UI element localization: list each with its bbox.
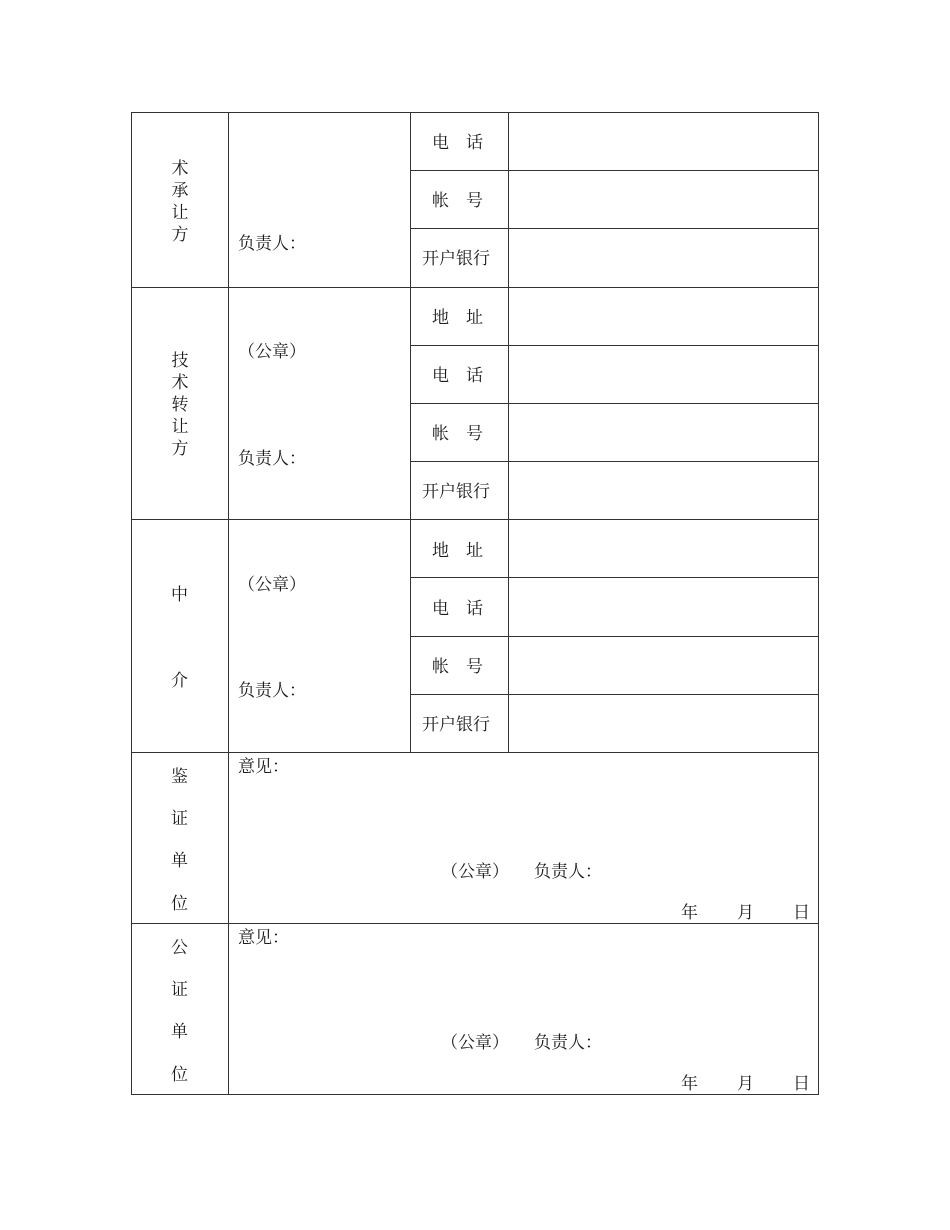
notary-day-label: 日 <box>793 1074 810 1094</box>
notary-signer-label: 负责人： <box>534 1033 602 1053</box>
notary-opinion-field[interactable] <box>229 950 818 1030</box>
transferor-bank-field[interactable] <box>509 462 818 518</box>
column-divider <box>410 112 411 753</box>
intermediary-address-field[interactable] <box>509 520 818 576</box>
transferor-account-label: 帐 号 <box>432 424 483 444</box>
intermediary-phone-label: 电 话 <box>432 599 483 619</box>
transferor-phone-label: 电 话 <box>432 366 483 386</box>
transferee-phone-field[interactable] <box>509 113 818 169</box>
transferor-phone-field[interactable] <box>509 346 818 402</box>
section-divider <box>131 923 819 924</box>
appraisal-signer-label: 负责人： <box>534 862 602 882</box>
transferor-signer-label: 负责人： <box>238 449 306 469</box>
appraisal-day-label: 日 <box>793 903 810 923</box>
intermediary-side-label-top: 中 <box>171 585 188 605</box>
appraisal-month-label: 月 <box>737 903 754 923</box>
notary-side-label-char: 位 <box>171 1065 188 1085</box>
appraisal-opinion-field[interactable] <box>229 779 818 859</box>
transferee-bank-label: 开户银行 <box>422 249 490 269</box>
transferee-signer-label: 负责人： <box>238 234 306 254</box>
transferor-bank-label: 开户银行 <box>422 482 490 502</box>
appraisal-side-label-char: 位 <box>171 894 188 914</box>
appraisal-opinion-label: 意见： <box>238 757 289 777</box>
intermediary-signer-label: 负责人： <box>238 681 306 701</box>
intermediary-address-label: 地 址 <box>432 541 483 561</box>
appraisal-seal-label: （公章） <box>441 862 509 882</box>
notary-side-label-char: 公 <box>171 938 188 958</box>
appraisal-side-label-char: 鉴 <box>171 767 188 787</box>
appraisal-side-label-char: 单 <box>171 851 188 871</box>
intermediary-side-label-bottom: 介 <box>171 671 188 691</box>
notary-opinion-label: 意见： <box>238 928 289 948</box>
intermediary-seal-label: （公章） <box>238 575 306 595</box>
transferor-side-label: 技术转让方 <box>171 351 189 459</box>
column-divider <box>228 112 229 1095</box>
transferee-side-label: 术承让方 <box>171 159 189 245</box>
intermediary-phone-field[interactable] <box>509 578 818 634</box>
transferee-bank-field[interactable] <box>509 229 818 285</box>
notary-year-label: 年 <box>681 1074 698 1094</box>
section-divider <box>131 752 819 753</box>
intermediary-account-label: 帐 号 <box>432 657 483 677</box>
transferor-seal-label: （公章） <box>238 342 306 362</box>
intermediary-account-field[interactable] <box>509 637 818 693</box>
appraisal-side-label-char: 证 <box>171 809 188 829</box>
transferor-address-label: 地 址 <box>432 308 483 328</box>
notary-side-label-char: 单 <box>171 1022 188 1042</box>
transferee-account-field[interactable] <box>509 171 818 227</box>
notary-seal-label: （公章） <box>441 1033 509 1053</box>
transferor-account-field[interactable] <box>509 404 818 460</box>
transferor-address-field[interactable] <box>509 288 818 344</box>
intermediary-bank-field[interactable] <box>509 695 818 751</box>
notary-month-label: 月 <box>737 1074 754 1094</box>
notary-side-label-char: 证 <box>171 980 188 1000</box>
transferee-account-label: 帐 号 <box>432 191 483 211</box>
intermediary-bank-label: 开户银行 <box>422 715 490 735</box>
appraisal-year-label: 年 <box>681 903 698 923</box>
transferee-phone-label: 电 话 <box>432 133 483 153</box>
